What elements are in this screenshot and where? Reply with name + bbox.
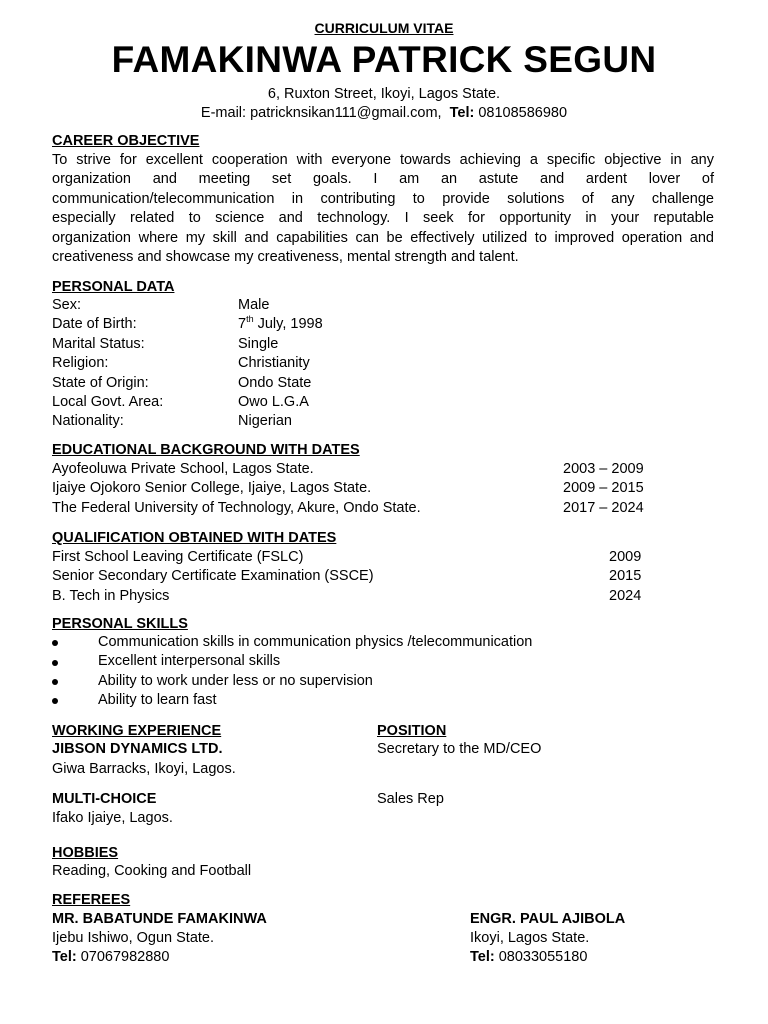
applicant-name: FAMAKINWA PATRICK SEGUN bbox=[111, 39, 657, 80]
nationality-value: Nigerian bbox=[238, 413, 292, 430]
qualification-year: 2015 bbox=[609, 568, 642, 585]
marital-status-value: Single bbox=[238, 335, 279, 352]
objective-line: communication/telecommunication in contributing to provide solutions of any challenge bbox=[52, 190, 714, 207]
referee-name: ENGR. PAUL AJIBOLA bbox=[470, 911, 626, 927]
education-school: Ijaiye Ojokoro Senior College, Ijaiye, Lagos State. bbox=[52, 480, 372, 497]
skill-item: Excellent interpersonal skills bbox=[98, 653, 281, 670]
nationality-label: Nationality: bbox=[52, 413, 124, 430]
qualification-year: 2024 bbox=[609, 587, 642, 604]
personal-data-values bbox=[238, 296, 323, 432]
personal-data-heading: PERSONAL DATA bbox=[52, 279, 175, 295]
job-company: MULTI-CHOICE bbox=[52, 791, 157, 807]
education-heading: EDUCATIONAL BACKGROUND WITH DATES bbox=[52, 442, 360, 458]
personal-data-labels bbox=[52, 296, 163, 432]
skills-heading: PERSONAL SKILLS bbox=[52, 616, 188, 632]
contact-line bbox=[0, 104, 768, 122]
document-title: CURRICULUM VITAE bbox=[314, 20, 454, 36]
address-line: 6, Ruxton Street, Ikoyi, Lagos State. bbox=[267, 86, 501, 102]
lga-value: Owo L.G.A bbox=[238, 394, 309, 411]
qualification-year: 2009 bbox=[609, 549, 642, 565]
education-dates-value: 2003 – 2009 bbox=[563, 461, 644, 477]
sex-value: Male bbox=[238, 297, 270, 313]
lga-label: Local Govt. Area: bbox=[52, 394, 164, 411]
objective-line: especially related to science and technology. I seek for opportunity in your reputable bbox=[52, 210, 714, 227]
religion-label: Religion: bbox=[52, 355, 109, 372]
qualifications-heading: QUALIFICATION OBTAINED WITH DATES bbox=[52, 530, 337, 546]
career-objective-heading: CAREER OBJECTIVE bbox=[52, 133, 200, 149]
education-dates bbox=[563, 460, 644, 518]
job-location: Ifako Ijaiye, Lagos. bbox=[52, 810, 173, 826]
qualification-title: Senior Secondary Certificate Examination (SSCE) bbox=[52, 568, 374, 585]
skill-item: Ability to work under less or no supervision bbox=[98, 672, 373, 689]
dob-ordinal: th bbox=[246, 314, 254, 325]
job-location: Giwa Barracks, Ikoyi, Lagos. bbox=[52, 761, 236, 777]
referees-heading: REFEREES bbox=[52, 892, 131, 908]
state-of-origin-label: State of Origin: bbox=[52, 374, 149, 391]
qualification-title: First School Leaving Certificate (FSLC) bbox=[52, 549, 304, 565]
referee-tel-value: 07067982880 bbox=[80, 949, 170, 965]
skills-list bbox=[98, 633, 532, 711]
dob-month-year: July, 1998 bbox=[253, 316, 323, 333]
qualification-years bbox=[609, 548, 641, 606]
dob-value bbox=[238, 315, 323, 334]
objective-line: organization and meeting set goals. I am an astute and ardent lover of bbox=[52, 171, 714, 188]
position-heading: POSITION bbox=[377, 723, 447, 739]
hobbies-heading: HOBBIES bbox=[52, 845, 119, 861]
referee-phone bbox=[52, 948, 169, 967]
skill-item: Ability to learn fast bbox=[98, 692, 217, 709]
qualification-titles bbox=[52, 548, 374, 606]
state-of-origin-value: Ondo State bbox=[238, 374, 312, 391]
job-position: Sales Rep bbox=[377, 791, 444, 807]
objective-line: creativeness and showcase my creativeness, mental strength and talent. bbox=[52, 249, 519, 266]
religion-value: Christianity bbox=[238, 355, 310, 372]
referee-tel-value: 08033055180 bbox=[498, 949, 588, 965]
job-position: Secretary to the MD/CEO bbox=[377, 741, 542, 757]
education-dates-value: 2017 – 2024 bbox=[563, 499, 644, 516]
objective-line: organization where my skill and capabilities can be effectively utilized to improved operation and bbox=[52, 229, 714, 246]
tel-label: Tel: bbox=[449, 105, 475, 121]
sex-label: Sex: bbox=[52, 297, 82, 313]
email-label: E-mail: bbox=[200, 105, 247, 121]
referee-phone bbox=[470, 948, 587, 967]
referee-name: MR. BABATUNDE FAMAKINWA bbox=[52, 911, 267, 927]
job-company: JIBSON DYNAMICS LTD. bbox=[52, 741, 223, 757]
referee-tel-label: Tel: bbox=[52, 949, 77, 965]
tel-value: 08108586980 bbox=[478, 105, 568, 121]
hobbies-text: Reading, Cooking and Football bbox=[52, 863, 252, 879]
referee-address: Ikoyi, Lagos State. bbox=[470, 930, 590, 946]
objective-line: To strive for excellent cooperation with everyone towards achieving a specific objective in any bbox=[52, 152, 714, 168]
education-school: Ayofeoluwa Private School, Lagos State. bbox=[52, 461, 314, 477]
education-school: The Federal University of Technology, Akure, Ondo State. bbox=[52, 499, 421, 516]
qualification-title: B. Tech in Physics bbox=[52, 587, 170, 604]
experience-heading: WORKING EXPERIENCE bbox=[52, 723, 222, 739]
dob-day: 7 bbox=[238, 316, 247, 333]
bullet-icon bbox=[52, 640, 58, 646]
referee-tel-label: Tel: bbox=[470, 949, 495, 965]
skill-item: Communication skills in communication physics /telecommunication bbox=[98, 634, 533, 650]
education-schools bbox=[52, 460, 421, 518]
bullet-icon bbox=[52, 679, 58, 685]
marital-status-label: Marital Status: bbox=[52, 335, 145, 352]
bullet-icon bbox=[52, 698, 58, 704]
career-objective-text bbox=[52, 151, 714, 267]
referee-address: Ijebu Ishiwo, Ogun State. bbox=[52, 930, 215, 946]
email-value: patricknsikan111@gmail.com, bbox=[250, 105, 442, 121]
dob-label: Date of Birth: bbox=[52, 316, 137, 333]
bullet-icon bbox=[52, 660, 58, 666]
education-dates-value: 2009 – 2015 bbox=[563, 480, 644, 497]
